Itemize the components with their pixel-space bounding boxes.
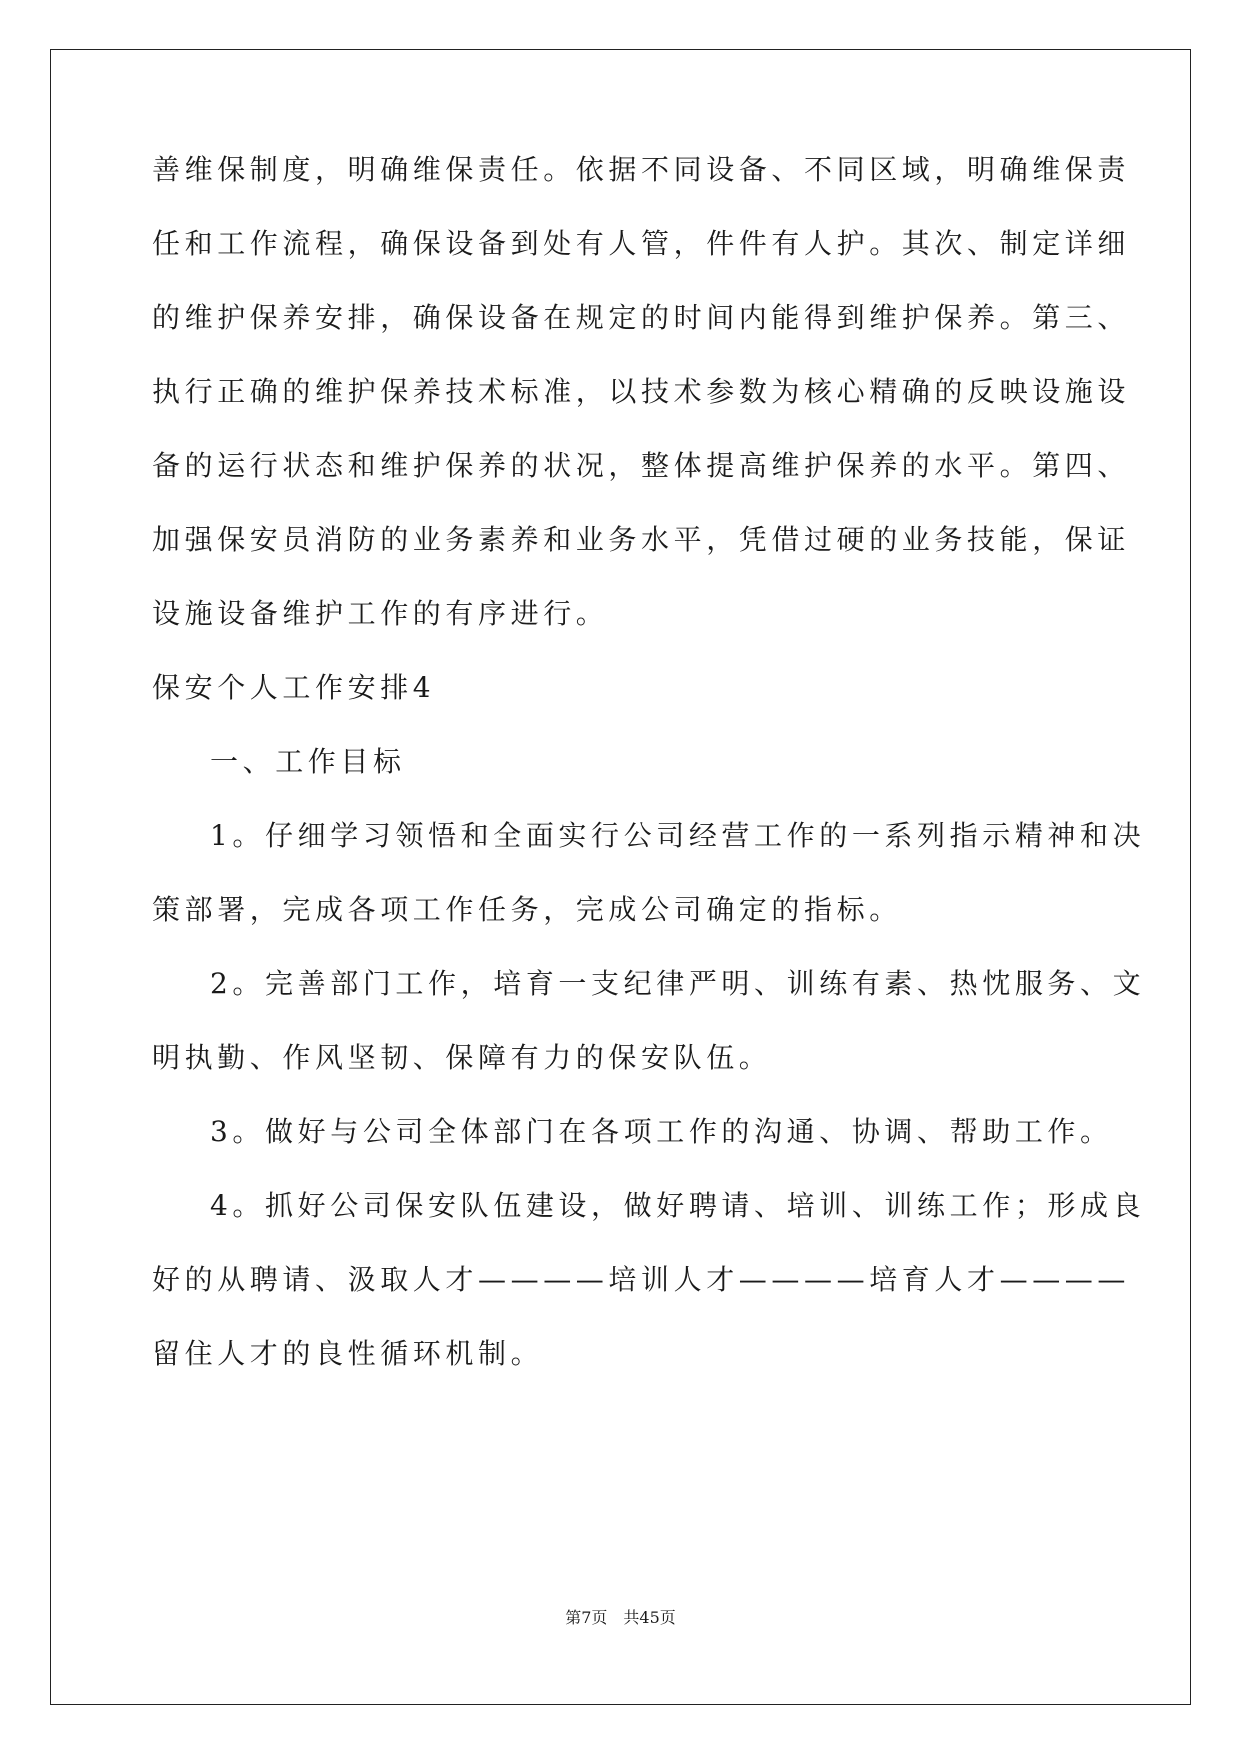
- list-item-4-line: 4。抓好公司保安队伍建设，做好聘请、培训、训练工作；形成良: [210, 1189, 1146, 1222]
- section-title: 保安个人工作安排4: [152, 671, 436, 704]
- paragraph-line: 加强保安员消防的业务素养和业务水平，凭借过硬的业务技能，保证: [152, 523, 1131, 556]
- list-item-2-line: 2。完善部门工作，培育一支纪律严明、训练有素、热忱服务、文: [210, 967, 1146, 1000]
- list-item-1-line: 策部署，完成各项工作任务，完成公司确定的指标。: [152, 893, 902, 926]
- subsection-heading: 一、工作目标: [210, 745, 406, 778]
- list-item-4-line: 留住人才的良性循环机制。: [152, 1337, 544, 1370]
- list-item-4-line: 好的从聘请、汲取人才————培训人才————培育人才————: [152, 1263, 1131, 1296]
- paragraph-line: 备的运行状态和维护保养的状况，整体提高维护保养的水平。第四、: [152, 449, 1131, 482]
- list-item-3-line: 3。做好与公司全体部门在各项工作的沟通、协调、帮助工作。: [210, 1115, 1113, 1148]
- paragraph-line: 执行正确的维护保养技术标准，以技术参数为核心精确的反映设施设: [152, 375, 1131, 408]
- page-number: 第7页 共45页: [565, 1608, 676, 1627]
- page-footer: [0, 1608, 1241, 1628]
- paragraph-line: 设施设备维护工作的有序进行。: [152, 597, 609, 630]
- list-item-2-line: 明执勤、作风坚韧、保障有力的保安队伍。: [152, 1041, 772, 1074]
- paragraph-line: 的维护保养安排，确保设备在规定的时间内能得到维护保养。第三、: [152, 301, 1131, 334]
- paragraph-line: 任和工作流程，确保设备到处有人管，件件有人护。其次、制定详细: [152, 227, 1131, 260]
- paragraph-line: 善维保制度，明确维保责任。依据不同设备、不同区域，明确维保责: [152, 153, 1131, 186]
- list-item-1-line: 1。仔细学习领悟和全面实行公司经营工作的一系列指示精神和决: [210, 819, 1146, 852]
